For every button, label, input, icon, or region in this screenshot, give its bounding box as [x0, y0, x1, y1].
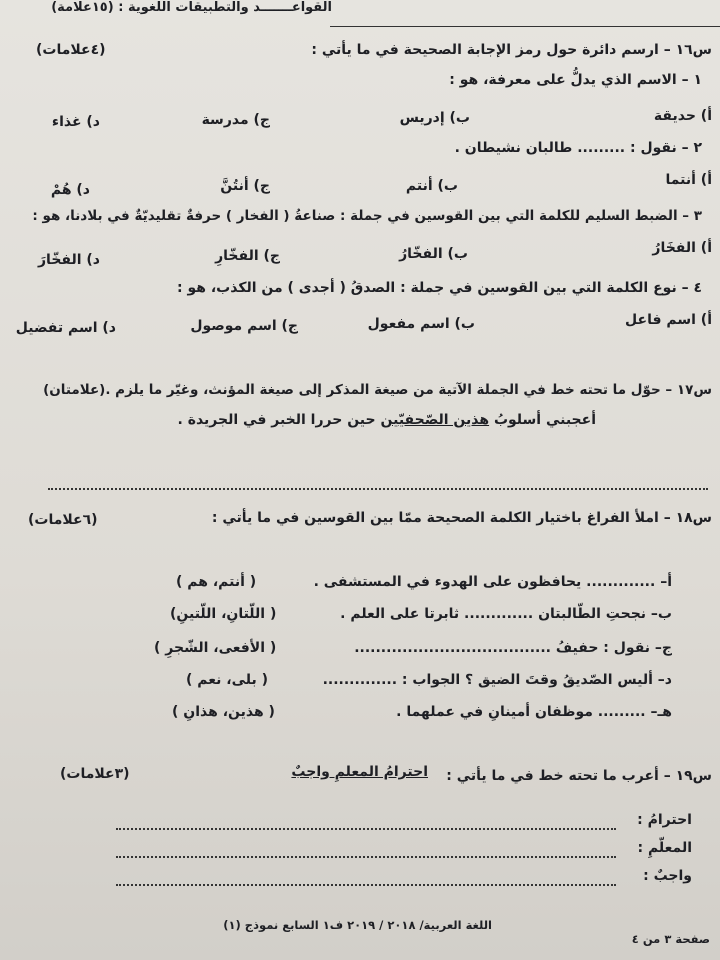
q17-sentence-start: أعجبني أسلوبُ [493, 412, 596, 428]
q16-item4-option-c: ج) اسم موصول [190, 318, 298, 334]
q19-word-1: احترامُ : [637, 812, 692, 828]
q17-sentence-end: حين حررا الخبر في الجريدة . [177, 412, 376, 428]
q16-item1-stem: ١ – الاسم الذي يدلُّ على معرفة، هو : [449, 72, 702, 88]
q17-underlined-phrase: هذين الصّحفيّين [380, 412, 490, 428]
q18-item-d-choices: ( بلى، نعم ) [186, 672, 269, 688]
q16-item2-option-d: د) هُمْ [50, 182, 90, 198]
q18-item-c-choices: ( الأفعى، الشّجرِ ) [154, 640, 277, 656]
q18-item-e: هـ– ......... موظفان أمينانِ في عملهما . [396, 704, 672, 720]
q16-item1-option-a: أ) حديقة [653, 108, 712, 124]
header-divider [330, 26, 720, 27]
q19-word-1-answer-line[interactable] [116, 828, 616, 830]
q16-item3-stem: ٣ – الضبط السليم للكلمة التي بين القوسين في جملة : صناعةُ ( الفخار ) حرفةٌ تقليديّةٌ في بلادنا، هو : [32, 208, 702, 224]
q16-item2-option-c: ج) أنتُنَّ [220, 178, 270, 194]
q18-title: س١٨ – املأ الفراغ باختيار الكلمة الصحيحة ممّا بين القوسين في ما يأتي : [211, 510, 712, 526]
q16-item2-option-b: ب) أنتم [405, 178, 458, 194]
q18-item-b-choices: ( اللّتانِ، اللّتينِ) [170, 606, 277, 622]
q17-title: س١٧ – حوّل ما تحته خط في الجملة الآتية من صيغة المذكر إلى صيغة المؤنث، وغيّر ما يلزم .(علامتان) [43, 382, 712, 398]
q19-marks: (٣علامات) [60, 766, 130, 782]
q19-word-3-answer-line[interactable] [116, 884, 616, 886]
q16-item3-option-b: ب) الفخّارُ [399, 246, 468, 262]
q16-item3-option-d: د) الفخّارَ [38, 252, 100, 268]
q19-title: س١٩ – أعرب ما تحته خط في ما يأتي : [446, 768, 712, 784]
q16-item4-option-a: أ) اسم فاعل [625, 312, 712, 328]
q16-marks: (٤علامات) [36, 42, 106, 58]
q18-item-a-choices: ( أنتم، هم ) [176, 574, 257, 590]
q16-item1-option-d: د) غذاء [51, 114, 100, 130]
footer-subject: اللغة العربية/ ٢٠١٨ / ٢٠١٩ ف١ السابع نموذج (١) [223, 918, 492, 932]
q16-item1-option-c: ج) مدرسة [201, 112, 270, 128]
q16-item4-stem: ٤ – نوع الكلمة التي بين القوسين في جملة : الصدقُ ( أجدى ) من الكذب، هو : [177, 280, 702, 296]
section-title: القواعـــــــد والتطبيقات اللغوية : (١٥علامة) [51, 0, 332, 15]
q19-word-2-answer-line[interactable] [116, 856, 616, 858]
q16-item4-option-d: د) اسم تفضيل [15, 320, 116, 336]
q17-answer-line[interactable] [48, 488, 708, 490]
q18-marks: (٦علامات) [28, 512, 98, 528]
q18-item-d: د– أليس الصّديقُ وقتَ الضيق ؟ الجواب : .............. [322, 672, 672, 688]
q16-item3-option-a: أ) الفخَارُ [652, 240, 712, 256]
q17-sentence [178, 412, 597, 428]
q19-word-3: واجبٌ : [643, 868, 692, 884]
q19-sentence: احترامُ المعلمِ واجبٌ [291, 764, 428, 780]
q18-item-a: أ– ............. يحافظون على الهدوء في المستشفى . [313, 574, 672, 590]
q16-item2-stem: ٢ – نقول : ......... طالبان نشيطان . [454, 140, 702, 156]
q16-title: س١٦ – ارسم دائرة حول رمز الإجابة الصحيحة في ما يأتي : [311, 42, 712, 58]
q19-word-2: المعلّمِ : [637, 840, 692, 856]
q18-item-c: ج– نقول : حفيفُ ..................................... [354, 640, 672, 656]
q18-item-e-choices: ( هذين، هذانِ ) [172, 704, 275, 720]
q16-item4-option-b: ب) اسم مفعول [367, 316, 475, 332]
footer-page-number: صفحة ٣ من ٤ [631, 932, 710, 946]
q18-item-b: ب– نجحتِ الطّالبتان ............. ثابرتا على العلم . [340, 606, 672, 622]
q16-item1-option-b: ب) إدريس [399, 110, 470, 126]
q16-item2-option-a: أ) أنتما [665, 172, 712, 188]
q16-item3-option-c: ج) الفخّارِ [215, 248, 280, 264]
